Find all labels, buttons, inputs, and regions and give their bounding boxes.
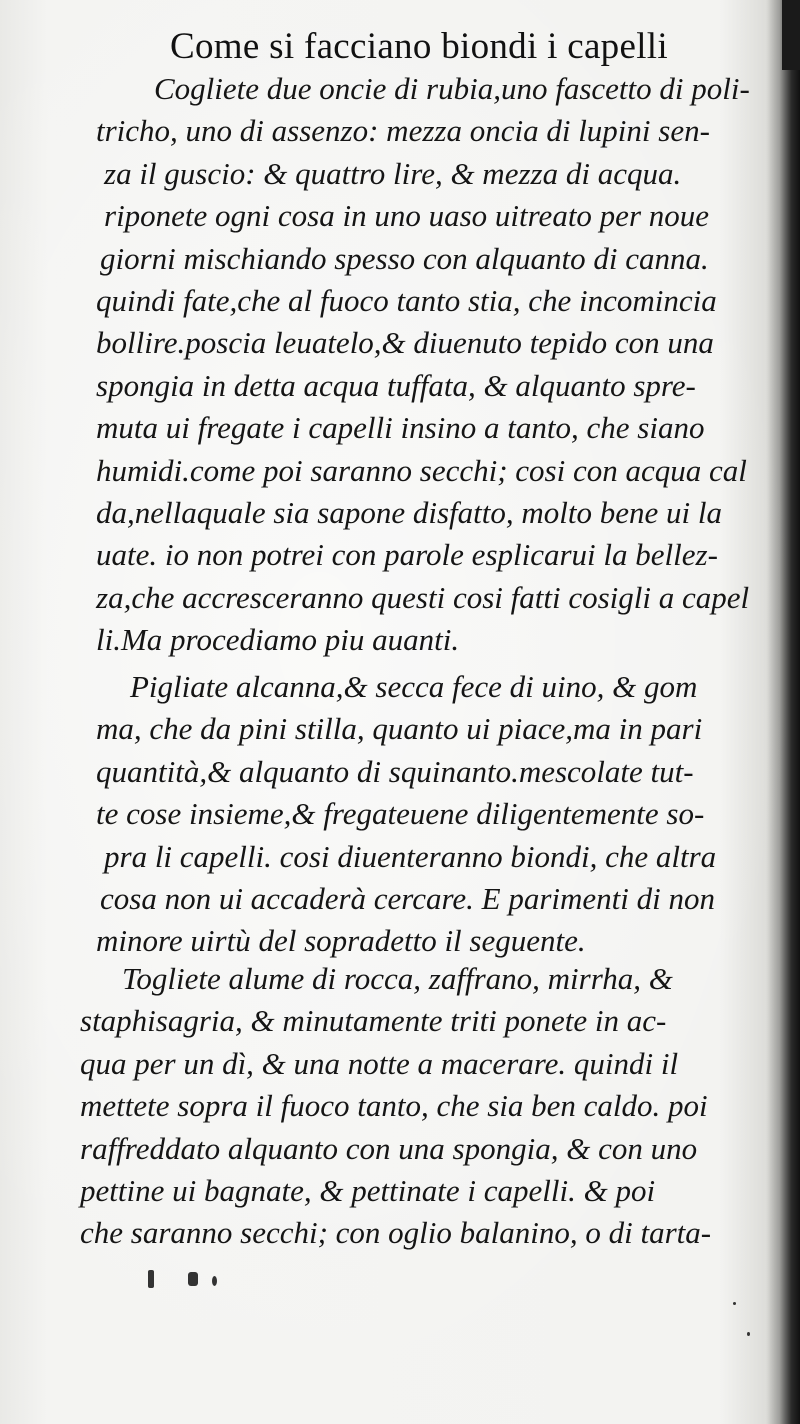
text-line: bollire.poscia leuatelo,& diuenuto tepido con una: [96, 325, 714, 361]
text-line: humidi.come poi saranno secchi; cosi con acqua cal: [96, 452, 747, 488]
text-line: mettete sopra il fuoco tanto, che sia ben caldo. poi: [80, 1088, 708, 1124]
text-line: spongia in detta acqua tuffata, & alquanto spre-: [96, 367, 696, 403]
text-line: Cogliete due oncie di rubia,uno fascetto di poli-: [154, 71, 750, 106]
text-line: te cose insieme,& fregateuene diligentemente so-: [96, 796, 705, 832]
text-line: pettine ui bagnate, & pettinate i capelli. & poi: [80, 1172, 656, 1208]
text-line: minore uirtù del sopradetto il seguente.: [96, 923, 586, 959]
text-line: za il guscio: & quattro lire, & mezza di acqua.: [104, 155, 682, 191]
text-line: Pigliate alcanna,& secca fece di uino, & gom: [130, 669, 698, 704]
ink-speck: [747, 1332, 750, 1336]
ink-speck: [188, 1272, 198, 1286]
text-line: cosa non ui accaderà cercare. E parimenti di non: [100, 880, 715, 916]
text-line: ma, che da pini stilla, quanto ui piace,ma in pari: [96, 711, 703, 747]
text-line: qua per un dì, & una notte a macerare. quindi il: [80, 1045, 679, 1081]
page-corner-mark: [782, 0, 800, 70]
text-line: staphisagria, & minutamente triti ponete in ac-: [80, 1003, 667, 1039]
text-line: giorni mischiando spesso con alquanto di canna.: [100, 240, 709, 276]
text-line: Togliete alume di rocca, zaffrano, mirrha, &: [122, 961, 673, 996]
text-line: raffreddato alquanto con una spongia, & con uno: [80, 1130, 698, 1166]
text-line: da,nellaquale sia sapone disfatto, molto bene ui la: [96, 494, 722, 530]
page-gutter-shadow: [766, 0, 800, 1424]
paragraph-2: [96, 666, 768, 963]
paragraph-1: [96, 68, 768, 661]
paragraph-3: [80, 958, 752, 1255]
text-line: quindi fate,che al fuoco tanto stia, che incomincia: [96, 282, 717, 318]
text-line: li.Ma procediamo piu auanti.: [96, 622, 460, 658]
text-line: quantità,& alquanto di squinanto.mescolate tut-: [96, 753, 694, 789]
text-line: che saranno secchi; con oglio balanino, o di tarta-: [80, 1215, 712, 1251]
text-line: uate. io non potrei con parole esplicarui la bellez-: [96, 537, 718, 573]
text-line: pra li capelli. cosi diuenteranno biondi, che altra: [104, 838, 717, 874]
text-line: za,che accresceranno questi cosi fatti cosigli a capel: [96, 579, 750, 615]
page-heading: Come si facciano biondi i capelli: [170, 26, 668, 67]
text-line: riponete ogni cosa in uno uaso uitreato per noue: [104, 198, 710, 234]
ink-speck: [212, 1276, 217, 1286]
text-line: muta ui fregate i capelli insino a tanto, che siano: [96, 410, 705, 446]
ink-speck: [733, 1302, 736, 1305]
ink-speck: [148, 1270, 154, 1288]
text-line: tricho, uno di assenzo: mezza oncia di lupini sen-: [96, 113, 710, 149]
